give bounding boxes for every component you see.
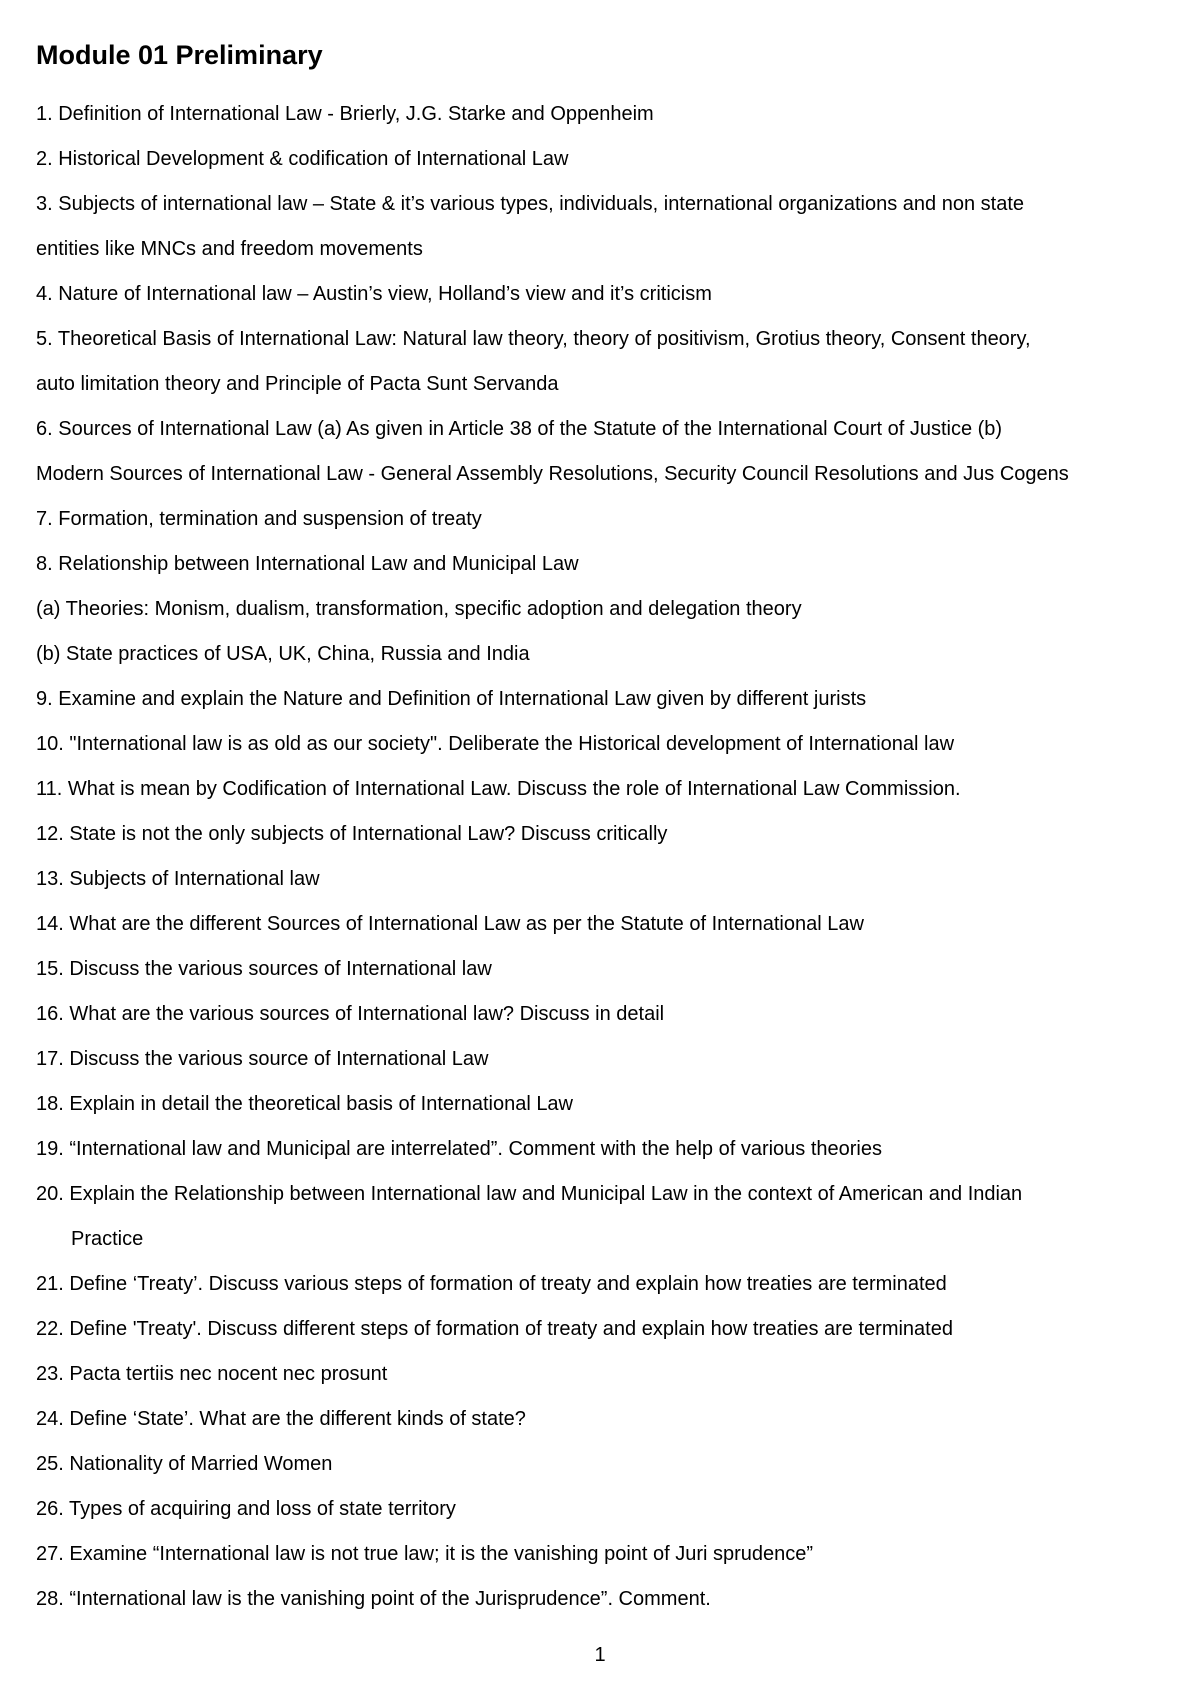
list-item: 14. What are the different Sources of International Law as per the Statute of International Law (36, 913, 864, 935)
list-item-continuation: Practice (71, 1228, 144, 1250)
list-item: 17. Discuss the various source of International Law (36, 1048, 489, 1070)
list-subitem: (a) Theories: Monism, dualism, transformation, specific adoption and delegation theory (36, 598, 802, 620)
list-item-continuation: auto limitation theory and Principle of Pacta Sunt Servanda (36, 373, 559, 395)
list-item: 23. Pacta tertiis nec nocent nec prosunt (36, 1363, 388, 1385)
list-item: 27. Examine “International law is not true law; it is the vanishing point of Juri sprudence” (36, 1543, 814, 1565)
list-item: 5. Theoretical Basis of International Law: Natural law theory, theory of positivism, Grotius theory, Consent theory, (36, 328, 1031, 350)
list-item-continuation: entities like MNCs and freedom movements (36, 238, 423, 260)
list-item: 10. "International law is as old as our society". Deliberate the Historical development of International law (36, 733, 955, 755)
list-item: 12. State is not the only subjects of International Law? Discuss critically (36, 823, 668, 845)
list-item: 20. Explain the Relationship between International law and Municipal Law in the context of American and Indian (36, 1183, 1023, 1205)
list-item: 18. Explain in detail the theoretical basis of International Law (36, 1093, 574, 1115)
list-item: 3. Subjects of international law – State & it’s various types, individuals, international organizations and non state (36, 193, 1024, 215)
list-item: 25. Nationality of Married Women (36, 1453, 333, 1475)
question-list (36, 92, 1166, 1622)
list-item: 1. Definition of International Law - Brierly, J.G. Starke and Oppenheim (36, 103, 654, 125)
list-item: 11. What is mean by Codification of International Law. Discuss the role of International Law Commission. (36, 778, 961, 800)
list-item: 21. Define ‘Treaty’. Discuss various steps of formation of treaty and explain how treaties are terminated (36, 1273, 947, 1295)
list-item: 8. Relationship between International Law and Municipal Law (36, 553, 579, 575)
list-item-continuation: Modern Sources of International Law - General Assembly Resolutions, Security Council Resolutions and Jus Cogens (36, 463, 1069, 485)
list-item: 15. Discuss the various sources of International law (36, 958, 492, 980)
list-item: 19. “International law and Municipal are interrelated”. Comment with the help of various theories (36, 1138, 882, 1160)
list-item: 28. “International law is the vanishing point of the Jurisprudence”. Comment. (36, 1588, 711, 1610)
list-item: 26. Types of acquiring and loss of state territory (36, 1498, 456, 1520)
page-title: Module 01 Preliminary (36, 40, 323, 70)
list-item: 2. Historical Development & codification of International Law (36, 148, 569, 170)
list-item: 7. Formation, termination and suspension of treaty (36, 508, 482, 530)
list-item: 16. What are the various sources of International law? Discuss in detail (36, 1003, 665, 1025)
list-item: 13. Subjects of International law (36, 868, 320, 890)
list-item: 9. Examine and explain the Nature and Definition of International Law given by different jurists (36, 688, 867, 710)
list-item: 4. Nature of International law – Austin’s view, Holland’s view and it’s criticism (36, 283, 712, 305)
list-item: 6. Sources of International Law (a) As given in Article 38 of the Statute of the International Court of Justice (b) (36, 418, 1003, 440)
list-subitem: (b) State practices of USA, UK, China, Russia and India (36, 643, 530, 665)
list-item: 24. Define ‘State’. What are the different kinds of state? (36, 1408, 526, 1430)
page-number: 1 (594, 1644, 606, 1666)
list-item: 22. Define 'Treaty'. Discuss different steps of formation of treaty and explain how treaties are terminated (36, 1318, 953, 1340)
